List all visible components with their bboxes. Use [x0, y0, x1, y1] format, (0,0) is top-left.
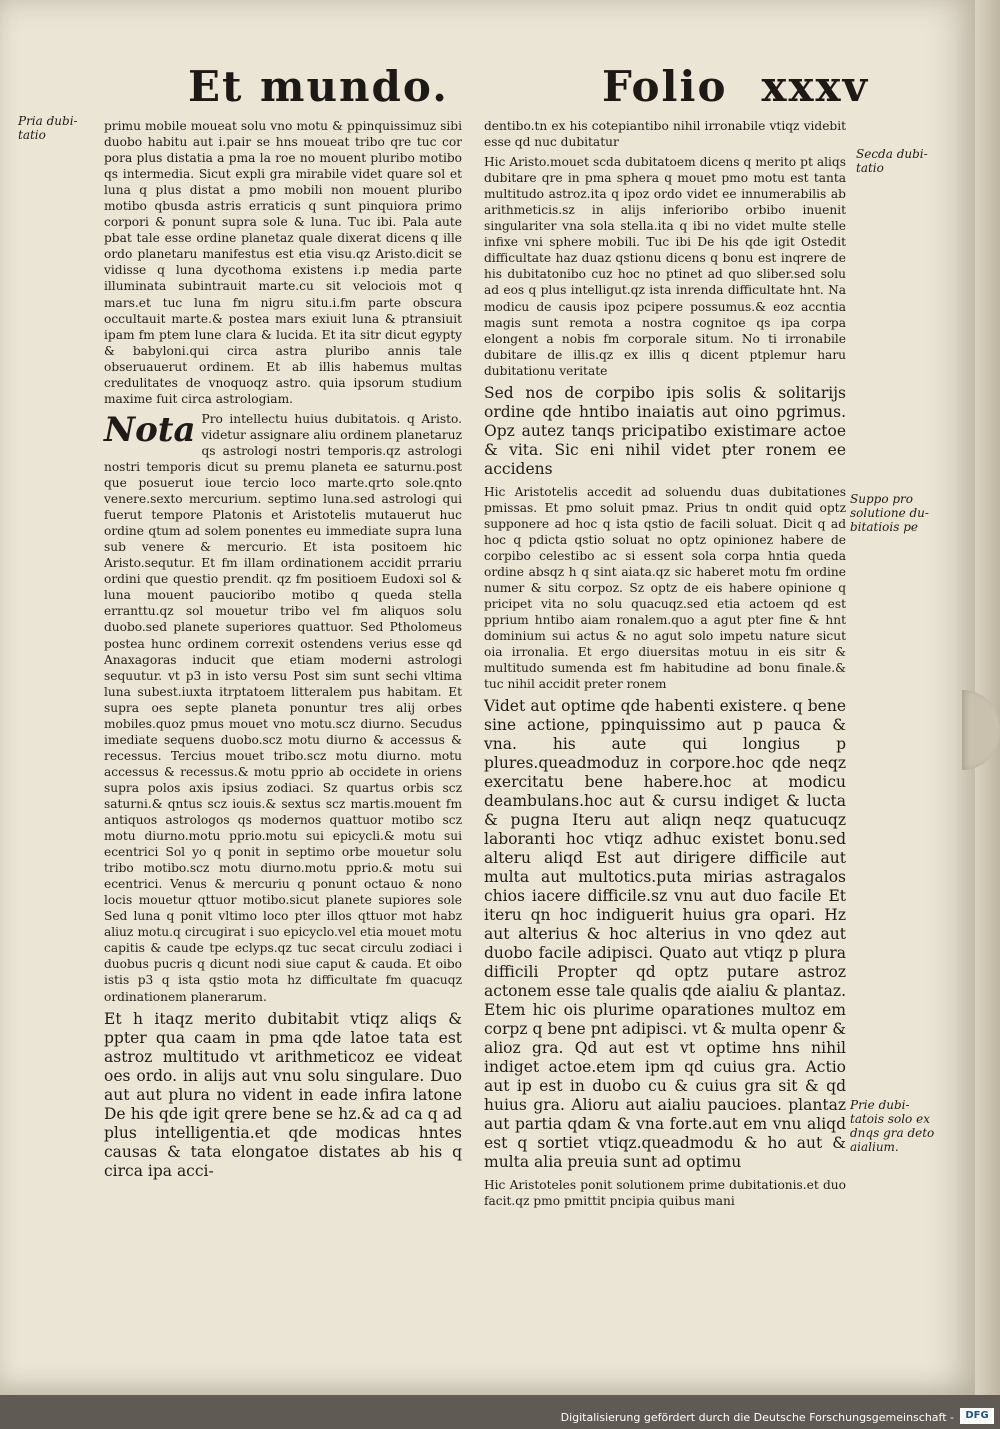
- margin-note-prime-dubitatio: Prie dubi- tatois solo ex dnqs gra deto aialium.: [850, 1098, 935, 1154]
- right-paragraph-2: Hic Aristo.mouet scda dubitatoem dicens q merito pt aliqs dubitare qre in pma sphera q mouet pmo motu est tanta multitudo astroz.ita q ipoz ordo videt ee innumerabilis ab arithmeticis.sz in alijs inferioribo orbibo inuenit singulariter vna sola stella.ita q ibi no videt multe stelle infixe vni sphere mobili. Tuc ibi De his qde igit Ostedit difficultate haz duaz qstionu dicens q bonu est inqrere de his dubitatonibo cuz hoc no ptinet ad quo sliber.sed solu ad eos q plus intelligut.qz ista inrenda difficultate hnt. Na modicu de causis ipoz pcipere possumus.& eoz accntia magis sunt remota a nostra cognitoe qs ipa corpa elongent a nobis fm corporale situm. No ti irronabile dubitare de illis.qz ex illis q dicent ptplemur haru dubitationu veritate: [484, 155, 846, 378]
- nota-initial: Nota: [104, 409, 196, 450]
- right-paragraph-5: Videt aut optime qde habenti existere. q bene sine actione, ppinquissimo aut p pauca & vna. his aute qui longius p plures.queadmoduz in corpore.hoc qde neqz exercitatu bene habere.hoc at modicu deambulans.hoc aut & cursu indiget & lucta & pugna Iteru aut aliqn neqz quatucuqz laboranti hoc vtiqz adhuc existet bonu.sed alteru aliqd Est aut dirigere difficile aut multa aut multotics.puta mirias astragalos chios iacere difficile.sz vnu aut duo facile Et iteru qn hoc indiguerit huius gra opari. Hz aut alterius & hoc alterius in vno qdez aut duobo facile adipisci. Quato aut vtiqz p plura difficili Propter qd optz putare astroz actonem esse tale qualis qde aialiu & plantaz. Etem hic ois plurime oparationes multoz em corpz q bene pnt adipisci. vt & multa openr & alioz gra. Qd aut est vt optime hns nihil indiget actoe.etem ipm qd cuius gra. Actio aut ip est in duobo cu & cuius gra sit & qd huius gra. Alioru aut aialiu paucioes. plantaz aut partia qdam & vna forte.aut em vnu aliqd est q sortiet vtiqz.queadmodu & ho aut & multa alia preuia sunt ad optimu: [484, 697, 846, 1172]
- right-paragraph-6: Hic Aristoteles ponit solutionem prime dubitationis.et duo facit.qz pmo pmittit pncipia quibus mani: [484, 1178, 846, 1209]
- margin-note-secunda-dubitatio: Secda dubi- tatio: [856, 147, 928, 175]
- left-paragraph-2-text: Pro intellectu huius dubitatois. q Aristo. videtur assignare aliu ordinem planetaruz qs astrologi nostri temporis.qz astrologi nostri temporis dicut su premu planeta ee saturnu.post que posuerut ioue tercio loco marte.qrto sole.qnto venere.sexto mercurium. septimo luna.sed astrologi qui fuerut tempore Platonis et Aristotelis mutauerut huc ordine qtum ad solem ponentes eu immediate supra luna sub venere & mercurio. Et ista positoem hic Aristo.sequtur. Et fm illam ordinationem accidit prrariu ordini que questio prendit. qz fm positioem Eudoxi sol & luna mouent paucioribo motibo q queda stella erranttu.qz sol mouetur tribo vel fm aliquos solu duobo.sed planete superiores quattuor. Sed Ptholomeus postea hunc ordinem correxit ostendens verius esse qd Anaxagoras inducit que etiam moderni astrologi sequutur. vt p3 in isto versu Post sim sunt sechi vltima luna subest.iuxta itrptatoem litteralem pus habitam. Et supra oes septe planeta ponuntur tres alij orbes mobiles.quoz pmus mouet vno motu.scz diurno. Secudus imediate sequens duobo.scz motu diurno & accessus & recessus. Tercius mouet tribo.scz motu diurno. motu accessus & recessus.& motu pprio ab occidete in oriens supra polos axis ipsius zodiaci. Sz quartus orbis scz saturni.& qntus scz iouis.& sextus scz martis.mouent fm antiquos astrologos qs modernos quattuor motibo scz motu diurno.motu pprio.motu sui epicycli.& motu sui ecentrici Sol yo q ponit in septimo orbe mouetur solu tribo motibo.scz motu diurno.motu pprio.& motu sui ecentrici. Venus & mercuriu q ponunt octauo & nono locis mouetur qttuor motibo.sicut planete supiores sole Sed luna q ponit vltimo loco pter illos qttuor mot habz aliuz motu.q circugirat i suo epicyclo.vel etia mouet motu capitis & caude tpe eclyps.qz tuc secat circulu zodiaci i duobus pucris q dicunt nodi siue caput & cauda. Et oibo istis p3 q ista qstio mota hz difficultate fm quacuqz ordinationem planerarum.: [104, 411, 462, 1004]
- right-paragraph-3: Sed nos de corpibo ipis solis & solitarijs ordine qde hntibo inaiatis aut oino pgrimus. Opz autez tanqs pricipatibo existimare actoe & vita. Sic eni nihil videt pter ronem ee accidens: [484, 383, 846, 478]
- right-text-column: [484, 118, 846, 1209]
- margin-note-prima-dubitatio: Pria dubi- tatio: [18, 114, 78, 142]
- dfg-logo: DFG: [960, 1408, 994, 1424]
- left-paragraph-1: primu mobile moueat solu vno motu & ppinquissimuz sibi duobo habitu aut i.pair se hns moueat tribo qre tuc cor pora plus distatia a pma la roe no mouent pluribo motibo qs intermedia. Sicut expli gra mirabile videt quare sol et luna q plus distat a pmo mobili non mouent pluribo motibo qbusda astris erraticis q sunt pinquiora primo corpori & ponunt supra sole & luna. Tuc ibi. Pala aute pbat tale esse ordine planetaz quale dixerat dicens q ille ordo planetaru manifestus est etia visu.qz Aristo.dicit se vidisse q luna dycothoma existens i.p media parte illuminata subintrauit marte.cu sit velociois mot q mars.et tuc luna fm nigru situ.i.fm parte obscura occultauit marte.& postea mars exiuit luna & ptransiuit ipam fm ptem lune clara & lucida. Et ita sitr dicut egypty & babyloni.qui circa astra pluribo annis tale obseruauerut ordinem. Et ab illis habemus multas credulitates de vnoquoqz astro. quia ipsorum studium maxime fuit circa astrologiam.: [104, 119, 462, 406]
- footer-credit: Digitalisierung gefördert durch die Deutsche Forschungsgemeinschaft -: [560, 1411, 954, 1424]
- left-paragraph-nota: [104, 411, 462, 1005]
- folio-number: xxxv: [761, 62, 869, 111]
- margin-note-suppositio: Suppo pro solutione du- bitatiois pe: [850, 492, 929, 534]
- folio-label: Folio: [602, 62, 728, 111]
- running-head-left: Et mundo.: [188, 62, 449, 111]
- running-head-right: [602, 62, 869, 111]
- right-paragraph-4: Hic Aristotelis accedit ad soluendu duas dubitationes pmissas. Et pmo soluit pmaz. Prius tn ondit quid optz supponere ad hoc q ista qstio de facili soluat. Dicit q ad hoc q pdicta qstio soluat no optz opinionez habere de corpibo celestibo ac si essent sola corpa hntia queda ordine absqz h q sint aiata.qz sic haberet motu fm ordine numer & situ corpoz. Sz optz de eis habere opinione q pricipet vita no solu quacuqz.sed etia actoem qd est pprium hntibo aiam ronalem.quo a agut pter fine & hnt dominium sui actus & no agut solo impetu nature sicut oia irronalia. Et ergo diuersitas motuu in eis sitr & multitudo sumenda est fm habitudine ad bonu finale.& tuc nihil accidit preter ronem: [484, 484, 846, 692]
- right-paragraph-1: dentibo.tn ex his cotepiantibo nihil irronabile vtiqz videbit esse qd nuc dubitatur: [484, 119, 846, 150]
- left-text-column: [104, 118, 462, 1180]
- left-paragraph-3: Et h itaqz merito dubitabit vtiqz aliqs & ppter qua caam in pma qde latoe tata est astroz multitudo vt arithmeticoz ee videat oes ordo. in alijs aut vnu solu singulare. Duo aut aut plura no vident in eade infira latone De his qde igit qrere bene se hz.& ad ca q ad plus intelligentia.et qde modicas hntes causas & tata elongatoe distates ab his q circa ipa acci-: [104, 1009, 462, 1180]
